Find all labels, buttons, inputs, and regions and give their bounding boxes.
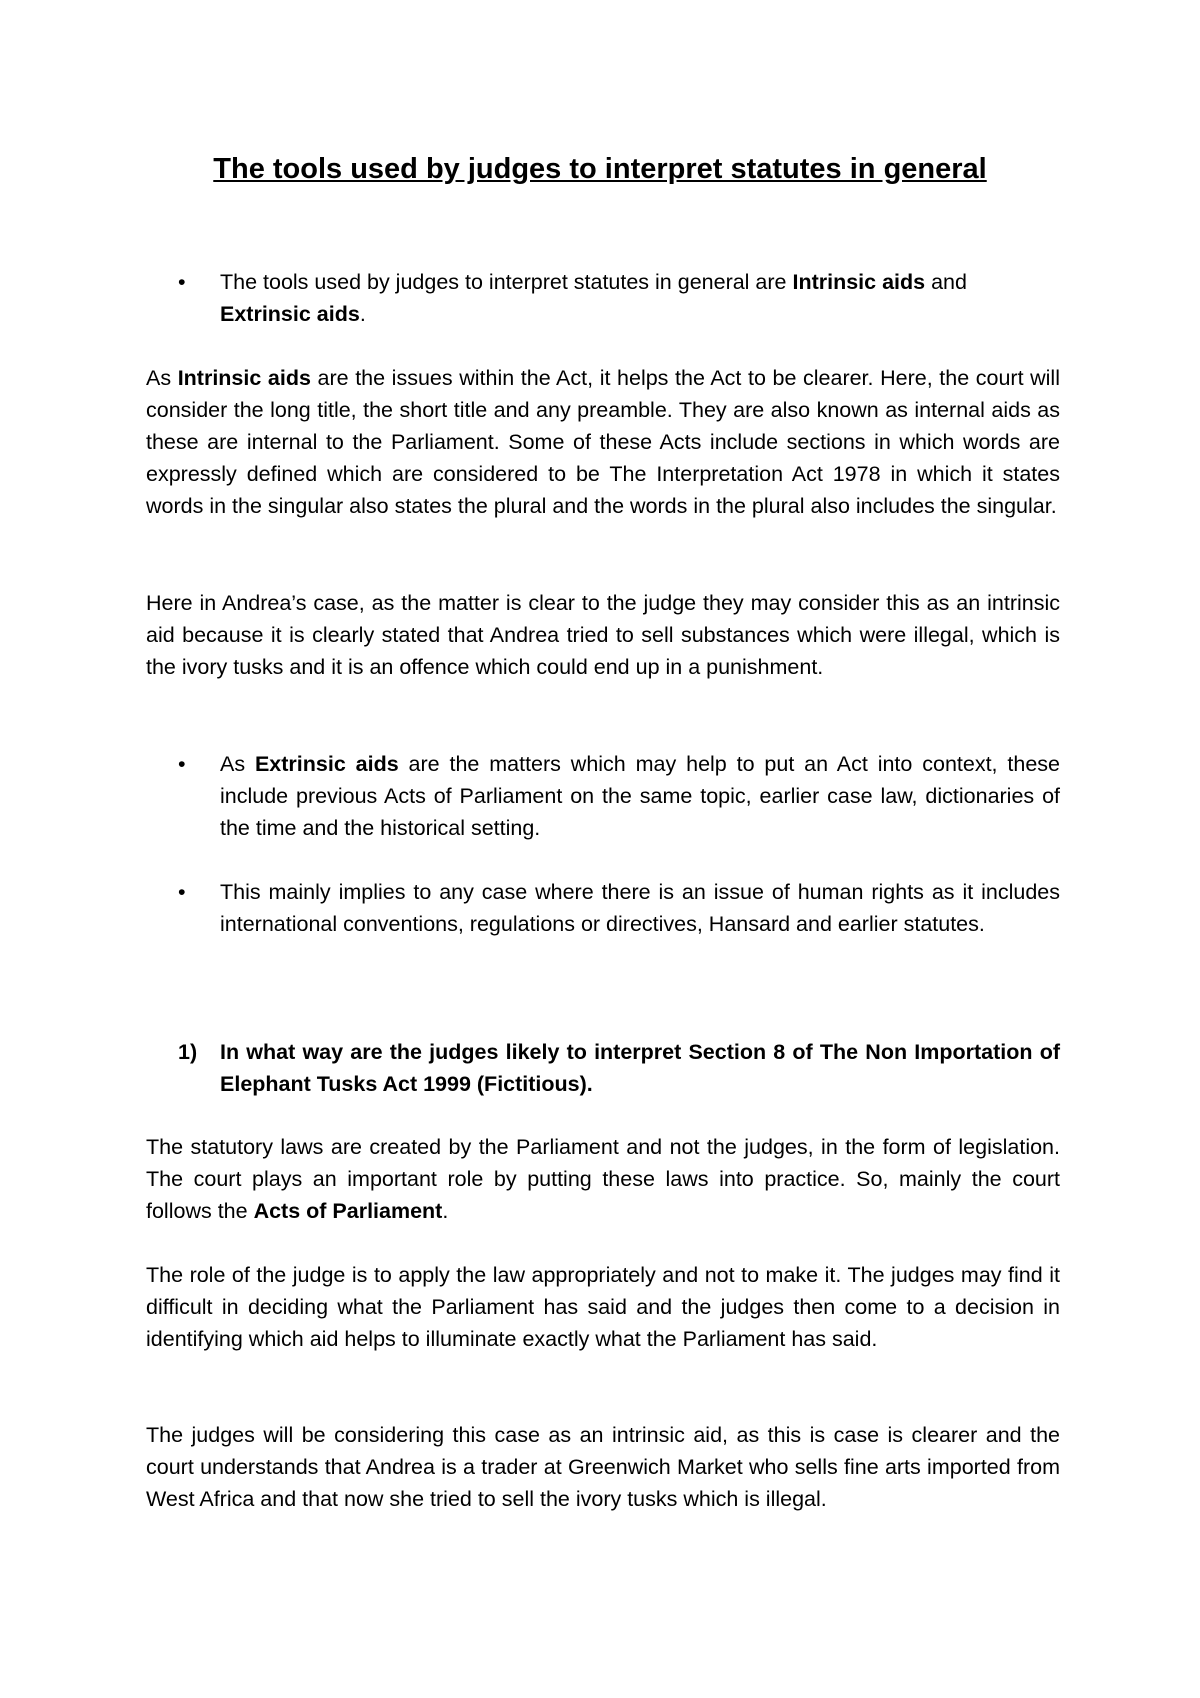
- bullet-paragraph-human-rights: This mainly implies to any case where there is an issue of human rights as it includes international conventions, regulations or directives, Hansard and earlier statutes.: [220, 880, 1060, 936]
- text-run: .: [359, 302, 366, 326]
- text-run: The statutory laws are created by the Parliament and not the judges, in the form of legislation. The court plays an important role by putting these laws into practice. So, mainly the court follows the: [146, 1135, 1060, 1223]
- bold-term-extrinsic-aids: Extrinsic aids: [220, 302, 360, 326]
- document-title: The tools used by judges to interpret statutes in general: [213, 153, 987, 185]
- bullet-marker: •: [178, 880, 186, 904]
- paragraph-judges-intrinsic: The judges will be considering this case as an intrinsic aid, as this is case is clearer and the court understands that Andrea is a trader at Greenwich Market who sells fine arts imported from West Africa and that now she tried to sell the ivory tusks which is illegal.: [146, 1423, 1060, 1511]
- bold-term-intrinsic-aids: Intrinsic aids: [792, 270, 926, 294]
- bold-term-acts-of-parliament: Acts of Parliament: [253, 1199, 443, 1223]
- paragraph-role-of-judge: The role of the judge is to apply the law appropriately and not to make it. The judges may find it difficult in deciding what the Parliament has said and the judges then come to a decision in identifying which aid helps to illuminate exactly what the Parliament has said.: [146, 1263, 1060, 1351]
- paragraph-statutory-laws: [146, 1131, 1060, 1227]
- paragraph-intrinsic-aids: [146, 362, 1060, 522]
- bullet-marker: •: [178, 270, 186, 294]
- text-run: and: [925, 270, 967, 294]
- text-run: As: [220, 752, 255, 776]
- text-run: .: [442, 1199, 449, 1223]
- bullet-marker: •: [178, 752, 186, 776]
- paragraph-andrea-case: Here in Andrea’s case, as the matter is clear to the judge they may consider this as an intrinsic aid because it is clearly stated that Andrea tried to sell substances which were illegal, which is the ivory tusks and it is an offence which could end up in a punishment.: [146, 591, 1060, 679]
- bold-term-extrinsic-aids: Extrinsic aids: [254, 752, 399, 776]
- question-number: 1): [178, 1040, 198, 1064]
- bullet-paragraph-extrinsic: [220, 748, 1060, 844]
- text-run: The tools used by judges to interpret statutes in general are: [220, 270, 793, 294]
- bold-term-intrinsic-aids: Intrinsic aids: [177, 366, 311, 390]
- bullet-paragraph-tools: [220, 266, 1060, 330]
- text-run: are the issues within the Act, it helps the Act to be clearer. Here, the court will consider the long title, the short title and any preamble. They are also known as internal aids as these are internal to the Parliament. Some of these Acts include sections in which words are expressly defined which are considered to be The Interpretation Act 1978 in which it states words in the singular also states the plural and the words in the plural also includes the singular.: [146, 366, 1060, 518]
- question-heading: In what way are the judges likely to interpret Section 8 of The Non Importation of Elephant Tusks Act 1999 (Fictitious).: [220, 1040, 1060, 1096]
- text-run: are the matters which may help to put an Act into context, these include previous Acts of Parliament on the same topic, earlier case law, dictionaries of the time and the historical setting.: [220, 752, 1060, 840]
- text-run: As: [146, 366, 178, 390]
